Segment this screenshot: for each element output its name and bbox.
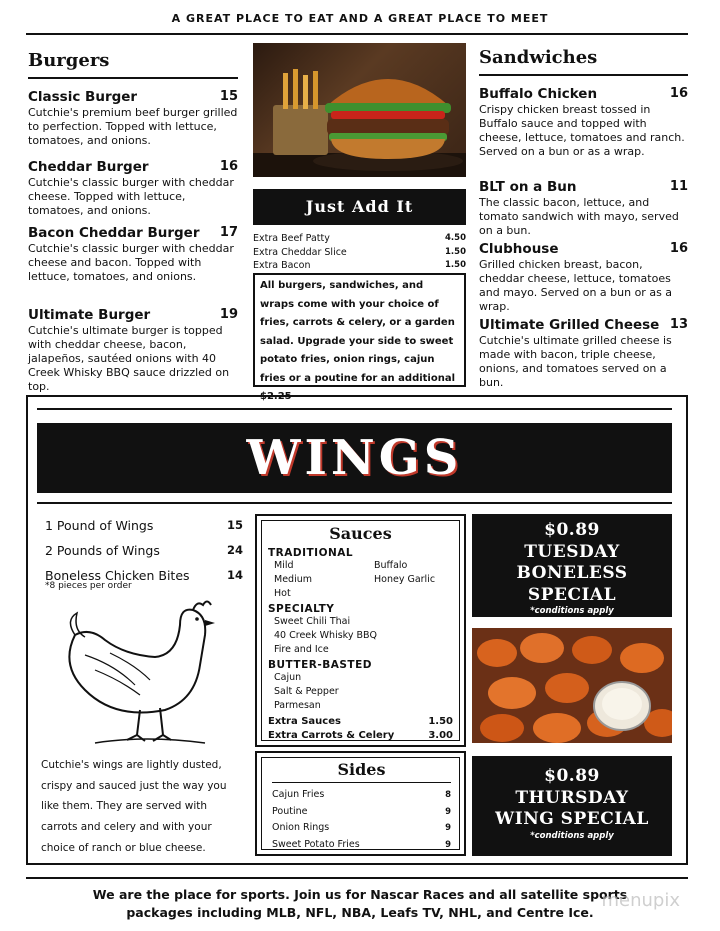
item-desc: Crispy chicken breast tossed in Buffalo sauce and topped with cheese, lettuce, tomatoes and ranch. Served on a bun or as a wrap. bbox=[479, 103, 685, 158]
side-price: 9 bbox=[445, 839, 451, 850]
item-name: Classic Burger bbox=[28, 89, 138, 105]
extra-price: 1.50 bbox=[428, 716, 453, 727]
wings-title: WINGS bbox=[246, 430, 463, 486]
addon-row bbox=[253, 259, 466, 273]
wings-image bbox=[472, 628, 672, 743]
wing-price: 24 bbox=[226, 543, 243, 557]
item-price: 16 bbox=[669, 241, 688, 256]
item-name: Clubhouse bbox=[479, 241, 559, 257]
sauces-box-outer bbox=[255, 514, 466, 747]
sauce-group-label: TRADITIONAL bbox=[268, 547, 354, 559]
side-row bbox=[272, 787, 451, 804]
watermark: menupix bbox=[601, 890, 680, 911]
addon-row bbox=[253, 246, 466, 260]
footer-line-2: packages including MLB, NFL, NBA, Leafs TV, NHL, and Centre Ice. bbox=[126, 905, 594, 920]
sauce-item: 40 Creek Whisky BBQ bbox=[274, 630, 377, 641]
top-divider bbox=[26, 33, 688, 35]
special-line: BONELESS bbox=[516, 563, 628, 583]
addon-name: Extra Cheddar Slice bbox=[253, 246, 347, 258]
addon-price: 1.50 bbox=[445, 260, 466, 270]
menu-item bbox=[28, 225, 238, 307]
sides-box bbox=[261, 757, 460, 850]
special-line: $0.89 bbox=[544, 520, 600, 540]
sauce-item: Hot bbox=[274, 588, 291, 599]
sides-note-box bbox=[253, 273, 466, 402]
side-row bbox=[272, 804, 451, 821]
wing-name: 1 Pound of Wings bbox=[45, 518, 154, 533]
item-desc: Cutchie's premium beef burger grilled to perfection. Topped with lettuce, tomatoes, and onions. bbox=[28, 106, 238, 147]
wing-name: Boneless Chicken Bites bbox=[45, 568, 190, 583]
burgers-rule bbox=[28, 77, 238, 79]
burgers-title: Burgers bbox=[28, 50, 110, 71]
sides-title: Sides bbox=[337, 760, 386, 779]
item-name: Cheddar Burger bbox=[28, 159, 149, 175]
sauce-item: Buffalo bbox=[374, 560, 408, 571]
item-price: 13 bbox=[669, 317, 688, 332]
sauce-item: Parmesan bbox=[274, 700, 321, 711]
sauce-item: Honey Garlic bbox=[374, 574, 436, 585]
item-name: Bacon Cheddar Burger bbox=[28, 225, 200, 241]
chicken-illustration bbox=[55, 595, 235, 755]
addon-row bbox=[253, 232, 466, 246]
sides-rule bbox=[272, 782, 451, 783]
special-line: $0.89 bbox=[544, 766, 600, 786]
side-price: 9 bbox=[445, 806, 451, 817]
side-name: Poutine bbox=[272, 805, 308, 817]
addon-price: 1.50 bbox=[445, 246, 466, 257]
sauces-title: Sauces bbox=[329, 524, 392, 543]
addon-price: 4.50 bbox=[445, 233, 466, 243]
item-desc: Grilled chicken breast, bacon, cheddar cheese, lettuce, tomatoes and mayo. Served on a bun or as a wrap. bbox=[479, 258, 673, 313]
sandwiches-rule bbox=[479, 74, 688, 76]
menu-item bbox=[28, 307, 238, 394]
sandwiches-section bbox=[479, 47, 688, 390]
sauce-item: Salt & Pepper bbox=[274, 686, 339, 697]
footer-divider bbox=[26, 877, 688, 879]
sides-note: All burgers, sandwiches, and wraps come with your choice of fries, carrots & celery, or a garden salad. Upgrade your side to sweet potato fries, onion rings, cajun fries or a poutine for an additional $2.25 bbox=[260, 280, 456, 402]
item-name: Buffalo Chicken bbox=[479, 86, 598, 102]
menu-item bbox=[479, 86, 688, 179]
tagline: A GREAT PLACE TO EAT AND A GREAT PLACE TO MEET bbox=[171, 12, 549, 25]
sauce-group-label: SPECIALTY bbox=[268, 603, 335, 615]
item-desc: Cutchie's ultimate grilled cheese is made with bacon, triple cheese, onions, and tomatoes served on a bun. bbox=[479, 334, 672, 389]
wing-price: 15 bbox=[226, 518, 243, 532]
special-conditions: *conditions apply bbox=[530, 606, 614, 616]
extra-name: Extra Carrots & Celery bbox=[268, 729, 395, 741]
side-price: 8 bbox=[445, 790, 451, 800]
special-line: WING SPECIAL bbox=[495, 809, 649, 829]
footer-line-1: We are the place for sports. Join us for Nascar Races and all satellite sports bbox=[92, 887, 628, 902]
special-conditions: *conditions apply bbox=[530, 830, 614, 841]
item-price: 16 bbox=[219, 159, 238, 174]
item-price: 11 bbox=[669, 179, 688, 194]
sauce-item: Mild bbox=[274, 560, 294, 571]
wing-name: 2 Pounds of Wings bbox=[45, 543, 160, 558]
sauces-box bbox=[261, 520, 460, 741]
side-row bbox=[272, 837, 451, 854]
item-desc: Cutchie's ultimate burger is topped with cheddar cheese, bacon, jalapeños, sautéed onions with 40 Creek Whisky BBQ sauce drizzled on top. bbox=[28, 324, 230, 393]
wing-item bbox=[45, 568, 243, 591]
addon-name: Extra Beef Patty bbox=[253, 233, 330, 244]
special-line: TUESDAY bbox=[524, 541, 620, 562]
side-name: Cajun Fries bbox=[272, 789, 325, 800]
menu-item bbox=[479, 317, 688, 390]
sauce-item: Sweet Chili Thai bbox=[274, 616, 351, 627]
wings-rule-top bbox=[37, 408, 672, 410]
item-name: Ultimate Grilled Cheese bbox=[479, 317, 660, 333]
sides-box-outer bbox=[255, 751, 466, 856]
wing-item bbox=[45, 518, 243, 543]
wing-item bbox=[45, 543, 243, 568]
side-name: Onion Rings bbox=[272, 822, 330, 833]
special-line: THURSDAY bbox=[515, 787, 629, 808]
addon-name: Extra Bacon bbox=[253, 260, 311, 271]
burger-photo bbox=[253, 43, 466, 177]
menu-item bbox=[28, 89, 238, 159]
item-desc: Cutchie's classic burger with cheddar cheese. Topped with lettuce, tomatoes, and onions. bbox=[28, 176, 234, 217]
wings-title-bar bbox=[37, 423, 672, 493]
sauce-group-label: BUTTER-BASTED bbox=[268, 659, 372, 671]
special-line: SPECIAL bbox=[527, 584, 617, 605]
wings-rule-bottom bbox=[37, 502, 672, 504]
extra-price: 3.00 bbox=[428, 729, 453, 741]
item-desc: The classic bacon, lettuce, and tomato sandwich with mayo, served on a bun. bbox=[479, 196, 679, 237]
side-name: Sweet Potato Fries bbox=[272, 838, 360, 850]
burger-image bbox=[253, 43, 466, 177]
tuesday-special bbox=[472, 514, 672, 617]
wings-photo bbox=[472, 628, 672, 743]
traditional-sauces bbox=[268, 559, 453, 601]
menu-item bbox=[28, 159, 238, 225]
extra-name: Extra Sauces bbox=[268, 716, 341, 727]
thursday-special bbox=[472, 756, 672, 856]
item-name: Ultimate Burger bbox=[28, 307, 151, 323]
item-price: 19 bbox=[219, 307, 238, 322]
item-desc: Cutchie's classic burger with cheddar cheese and bacon. Topped with lettuce, tomatoes, and onions. bbox=[28, 242, 234, 283]
sandwiches-title: Sandwiches bbox=[479, 47, 598, 68]
wings-list bbox=[45, 518, 243, 591]
sauce-item: Cajun bbox=[274, 672, 302, 683]
item-name: BLT on a Bun bbox=[479, 179, 577, 195]
sauce-extra-row bbox=[268, 729, 453, 743]
side-price: 9 bbox=[445, 823, 451, 833]
sauce-extra-row bbox=[268, 715, 453, 729]
menu-item bbox=[479, 179, 688, 241]
menu-item bbox=[479, 241, 688, 317]
item-price: 16 bbox=[669, 86, 688, 101]
side-row bbox=[272, 820, 451, 837]
addons-list bbox=[253, 232, 466, 273]
wing-price: 14 bbox=[226, 568, 243, 582]
wings-desc: Cutchie's wings are lightly dusted, crispy and sauced just the way you like them. They are served with carrots and celery and with your choice of ranch or blue cheese. bbox=[41, 759, 227, 854]
chicken-drawing bbox=[55, 595, 235, 755]
sauce-item: Medium bbox=[274, 574, 312, 585]
addons-title: Just Add It bbox=[305, 197, 414, 216]
item-price: 17 bbox=[219, 225, 238, 240]
sauce-item: Fire and Ice bbox=[274, 644, 329, 655]
addons-title-bar bbox=[253, 189, 466, 225]
burgers-section bbox=[28, 50, 238, 394]
item-price: 15 bbox=[219, 89, 238, 104]
wing-sub: *8 pieces per order bbox=[45, 581, 132, 591]
